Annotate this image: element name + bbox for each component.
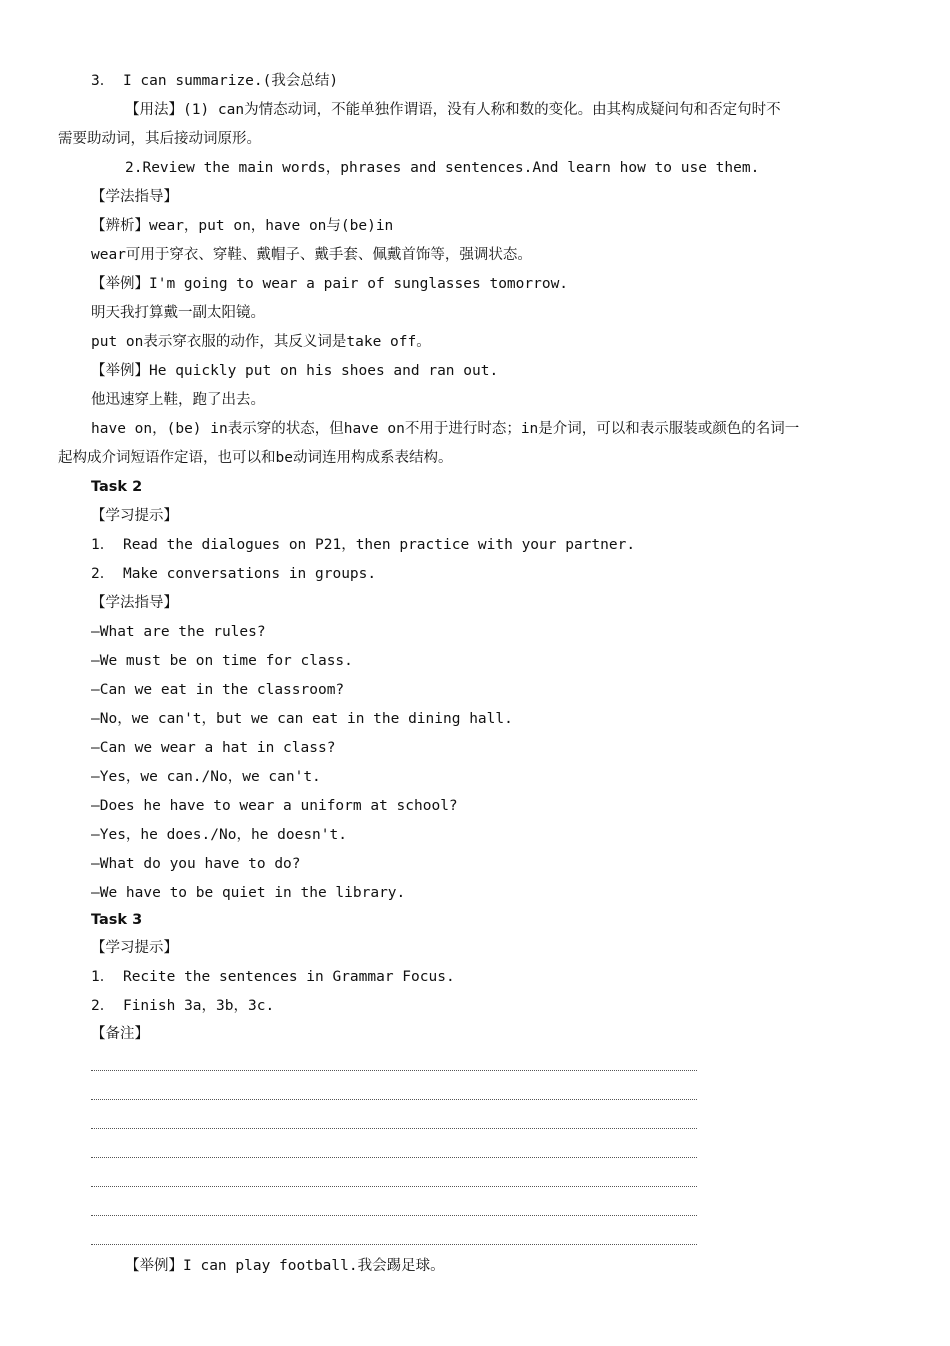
line-review: 2.Review the main words，phrases and sentences.And learn how to use them.	[125, 160, 760, 176]
dialogue-line: —We must be on time for class.	[91, 653, 353, 669]
dialogue-line: —Yes，we can./No，we can't.	[91, 769, 321, 785]
dialogue-line: —Does he have to wear a uniform at school?	[91, 798, 458, 814]
dialogue-line: —What are the rules?	[91, 624, 266, 640]
dialogue-line: —Can we wear a hat in class?	[91, 740, 336, 756]
dialogue-line: —Yes，he does./No，he doesn't.	[91, 827, 347, 843]
heading-task-2: Task 2	[91, 479, 143, 495]
line-task2-item2: 2． Make conversations in groups.	[91, 566, 377, 582]
notes-rule	[91, 1128, 697, 1129]
dialogue-line: —No，we can't，but we can eat in the dining hall.	[91, 711, 513, 727]
line-task2-item1: 1． Read the dialogues on P21，then practice with your partner.	[91, 537, 636, 553]
heading-study-tips-2: 【学习提示】	[91, 940, 178, 956]
line-summarize: 3． I can summarize.(我会总结)	[91, 73, 339, 89]
dialogue-line: —Can we eat in the classroom?	[91, 682, 345, 698]
line-example-can: 【举例】I can play football.我会踢足球。	[125, 1258, 445, 1274]
line-usage-cont: 需要助动词，其后接动词原形。	[58, 131, 261, 147]
line-haveon-usage: have on，(be) in表示穿的状态，但have on不用于进行时态；in是介词，可以和表示服装或颜色的名词一	[91, 421, 800, 437]
dialogue-line: —We have to be quiet in the library.	[91, 885, 406, 901]
notes-rule	[91, 1244, 697, 1245]
notes-rule	[91, 1099, 697, 1100]
notes-rule	[91, 1215, 697, 1216]
dialogue-line: —What do you have to do?	[91, 856, 301, 872]
notes-rule	[91, 1186, 697, 1187]
notes-rule	[91, 1157, 697, 1158]
line-puton-usage: put on表示穿衣服的动作，其反义词是take off。	[91, 334, 431, 350]
heading-notes: 【备注】	[91, 1026, 149, 1042]
line-example-wear: 【举例】I'm going to wear a pair of sunglasses tomorrow.	[91, 276, 569, 292]
line-task3-item1: 1． Recite the sentences in Grammar Focus.	[91, 969, 455, 985]
heading-study-guide: 【学法指导】	[91, 189, 178, 205]
heading-study-guide-2: 【学法指导】	[91, 595, 178, 611]
notes-rule	[91, 1070, 697, 1071]
line-wear-usage: wear可用于穿衣、穿鞋、戴帽子、戴手套、佩戴首饰等，强调状态。	[91, 247, 532, 263]
line-haveon-usage-cont: 起构成介词短语作定语，也可以和be动词连用构成系表结构。	[58, 450, 453, 466]
line-task3-item2: 2． Finish 3a，3b，3c.	[91, 998, 275, 1014]
line-distinguish: 【辨析】wear，put on，have on与(be)in	[91, 218, 394, 234]
line-example-puton-cn: 他迅速穿上鞋，跑了出去。	[91, 392, 265, 408]
line-example-wear-cn: 明天我打算戴一副太阳镜。	[91, 305, 265, 321]
line-example-puton: 【举例】He quickly put on his shoes and ran out.	[91, 363, 499, 379]
heading-task-3: Task 3	[91, 912, 143, 928]
heading-study-tips: 【学习提示】	[91, 508, 178, 524]
line-usage: 【用法】(1) can为情态动词，不能单独作谓语，没有人称和数的变化。由其构成疑问句和否定句时不	[125, 102, 781, 118]
